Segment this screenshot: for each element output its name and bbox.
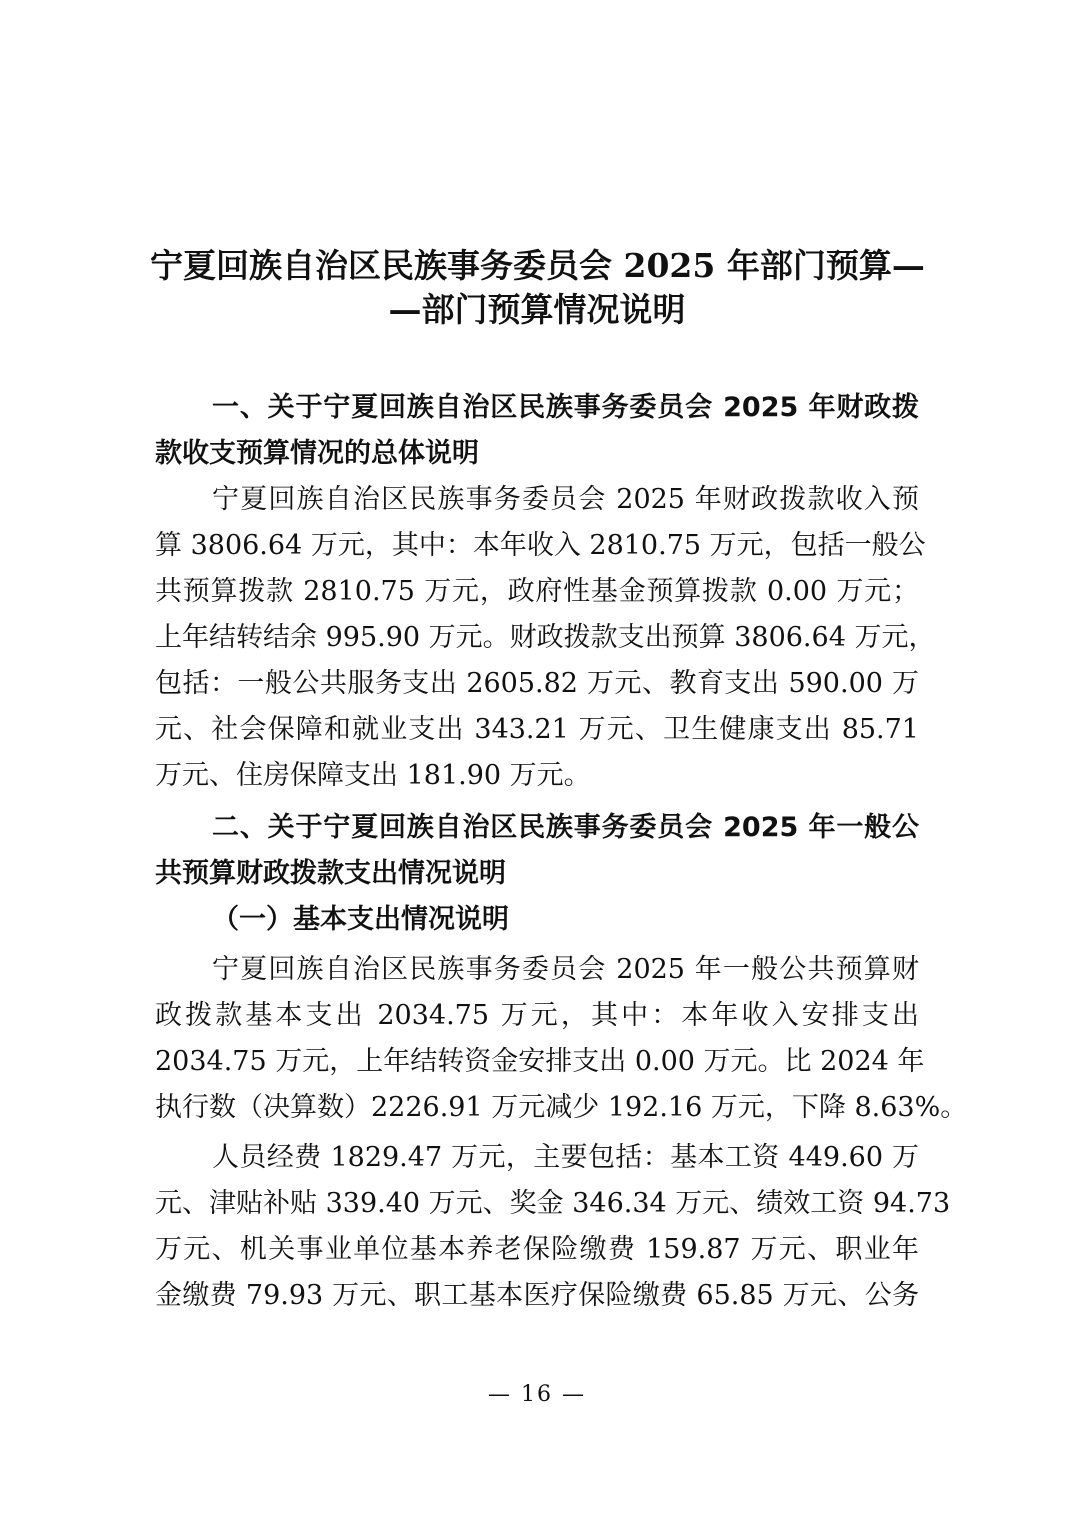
paragraph-line: 2034.75 万元，上年结转资金安排支出 0.00 万元。比 2024 年 <box>155 1046 925 1077</box>
section-1-heading-line-2: 款收支预算情况的总体说明 <box>155 438 479 469</box>
paragraph-line: 人员经费 1829.47 万元，主要包括：基本工资 449.60 万 <box>212 1142 919 1173</box>
paragraph-line: 万元、机关事业单位基本养老保险缴费 159.87 万元、职业年 <box>155 1234 919 1265</box>
paragraph-line: 元、津贴补贴 339.40 万元、奖金 346.34 万元、绩效工资 94.73 <box>155 1188 951 1219</box>
paragraph-line: 宁夏回族自治区民族事务委员会 2025 年财政拨款收入预 <box>212 484 919 515</box>
document-title-line-2: —部门预算情况说明 <box>388 290 686 329</box>
paragraph-line: 万元、住房保障支出 181.90 万元。 <box>155 760 591 791</box>
subsection-heading: （一）基本支出情况说明 <box>212 904 509 935</box>
section-2-heading-line-2: 共预算财政拨款支出情况说明 <box>155 858 506 889</box>
paragraph-line: 宁夏回族自治区民族事务委员会 2025 年一般公共预算财 <box>212 954 919 985</box>
paragraph-line: 政拨款基本支出 2034.75 万元，其中：本年收入安排支出 <box>155 1000 919 1031</box>
paragraph-line: 共预算拨款 2810.75 万元，政府性基金预算拨款 0.00 万元； <box>155 576 919 607</box>
paragraph-line: 上年结转结余 995.90 万元。财政拨款支出预算 3806.64 万元， <box>155 622 936 653</box>
section-2-heading-line-1: 二、关于宁夏回族自治区民族事务委员会 2025 年一般公 <box>212 812 919 843</box>
document-title-line-1: 宁夏回族自治区民族事务委员会 2025 年部门预算— <box>150 246 925 285</box>
section-1-heading-line-1: 一、关于宁夏回族自治区民族事务委员会 2025 年财政拨 <box>212 392 919 423</box>
paragraph-line: 金缴费 79.93 万元、职工基本医疗保险缴费 65.85 万元、公务 <box>155 1280 919 1311</box>
paragraph-line: 算 3806.64 万元，其中：本年收入 2810.75 万元，包括一般公 <box>155 530 926 561</box>
paragraph-line: 元、社会保障和就业支出 343.21 万元、卫生健康支出 85.71 <box>155 714 919 745</box>
paragraph-line: 执行数（决算数）2226.91 万元减少 192.16 万元，下降 8.63%。 <box>155 1092 968 1123</box>
paragraph-line: 包括：一般公共服务支出 2605.82 万元、教育支出 590.00 万 <box>155 668 919 699</box>
page-number: — 16 — <box>488 1382 586 1407</box>
